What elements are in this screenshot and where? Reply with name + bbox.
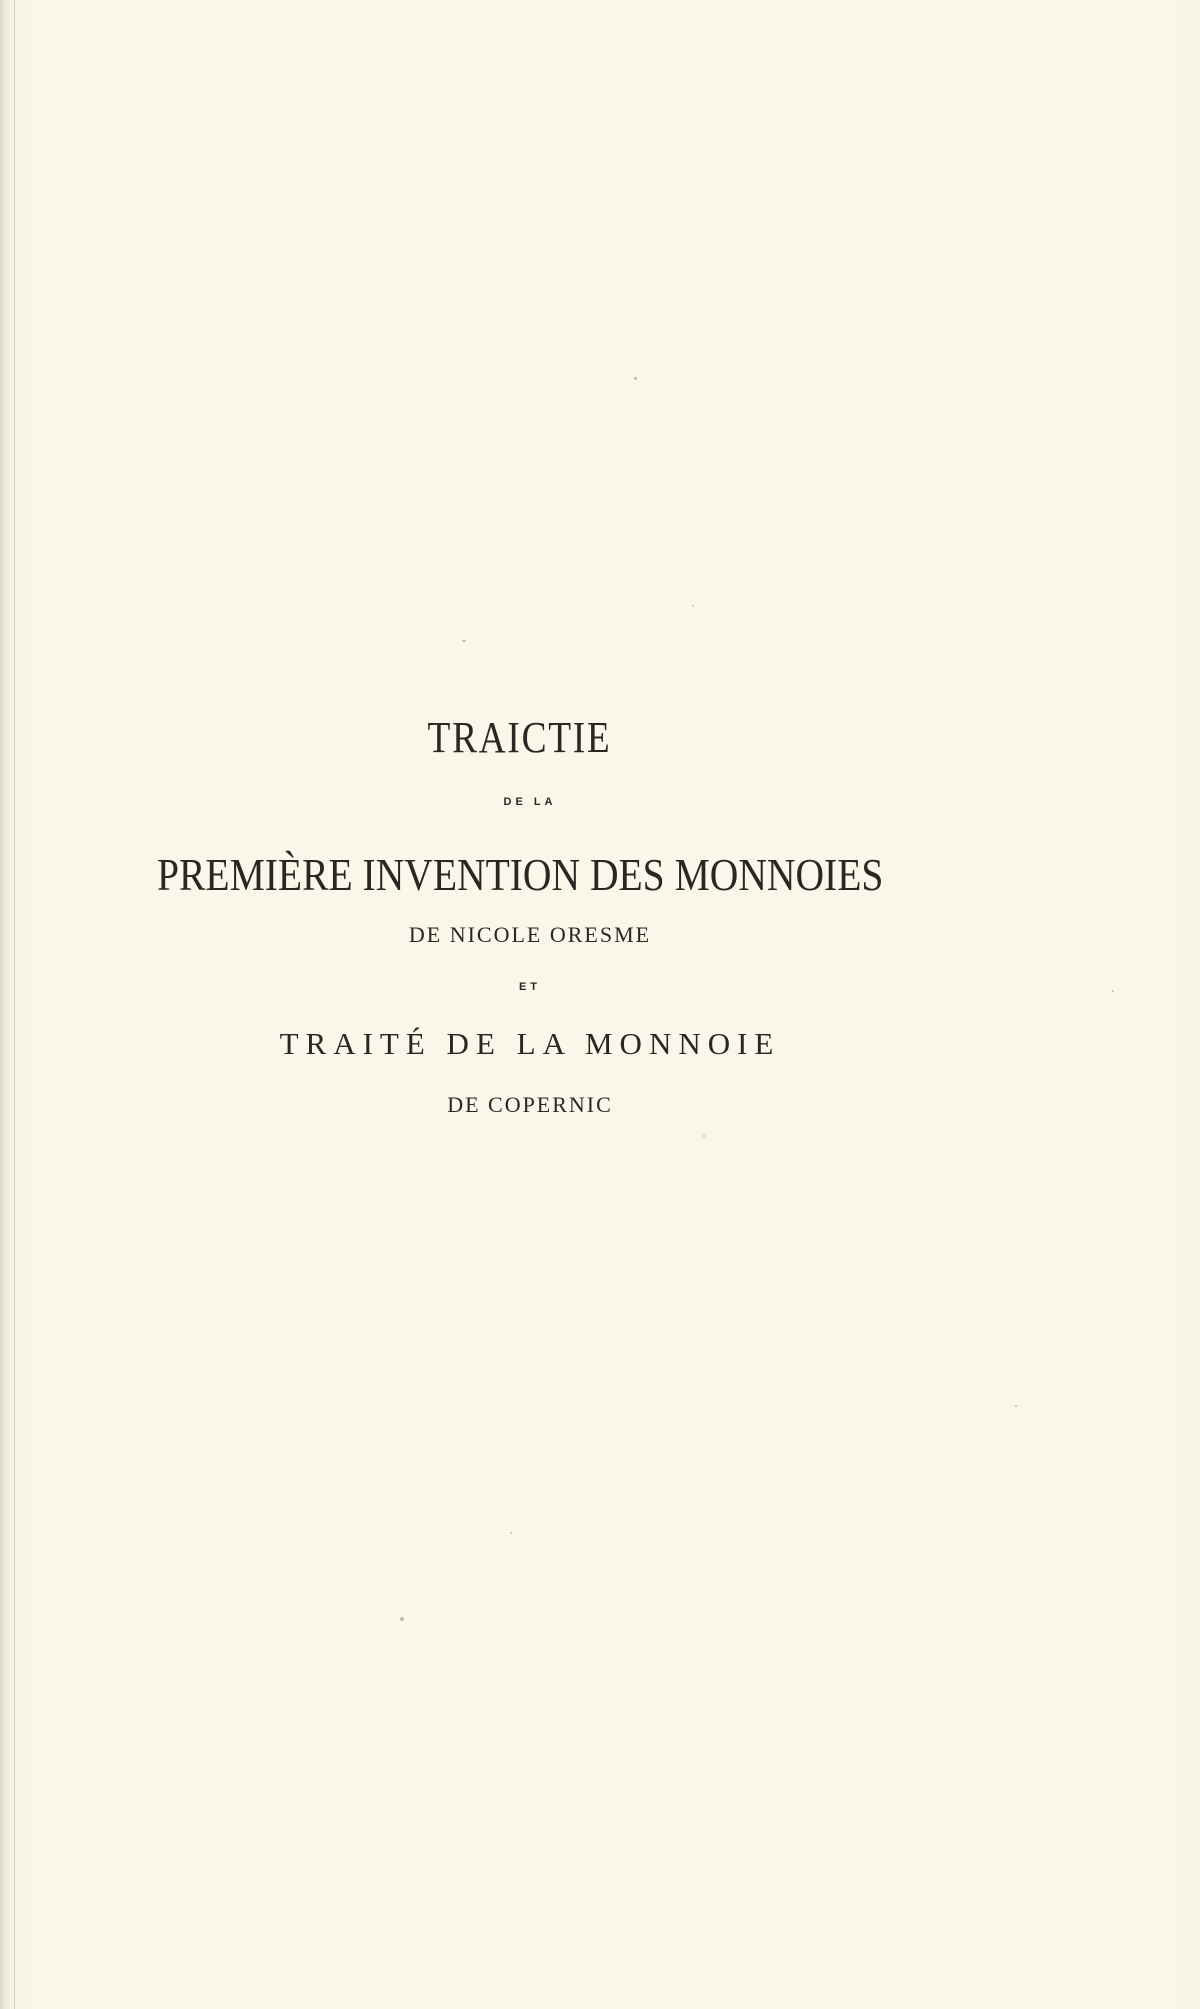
title-premiere-invention: PREMIÈRE INVENTION DES MONNOIES [157,849,884,900]
author-copernic: DE COPERNIC [447,1092,613,1117]
connector-et: ET [518,981,542,993]
connector-de-la: DE LA [503,796,557,808]
author-oresme: DE NICOLE ORESME [408,922,652,947]
title-traictie: TRAICTIE [427,713,612,762]
title-traite-monnoie: TRAITÉ DE LA MONNOIE [279,1026,781,1061]
